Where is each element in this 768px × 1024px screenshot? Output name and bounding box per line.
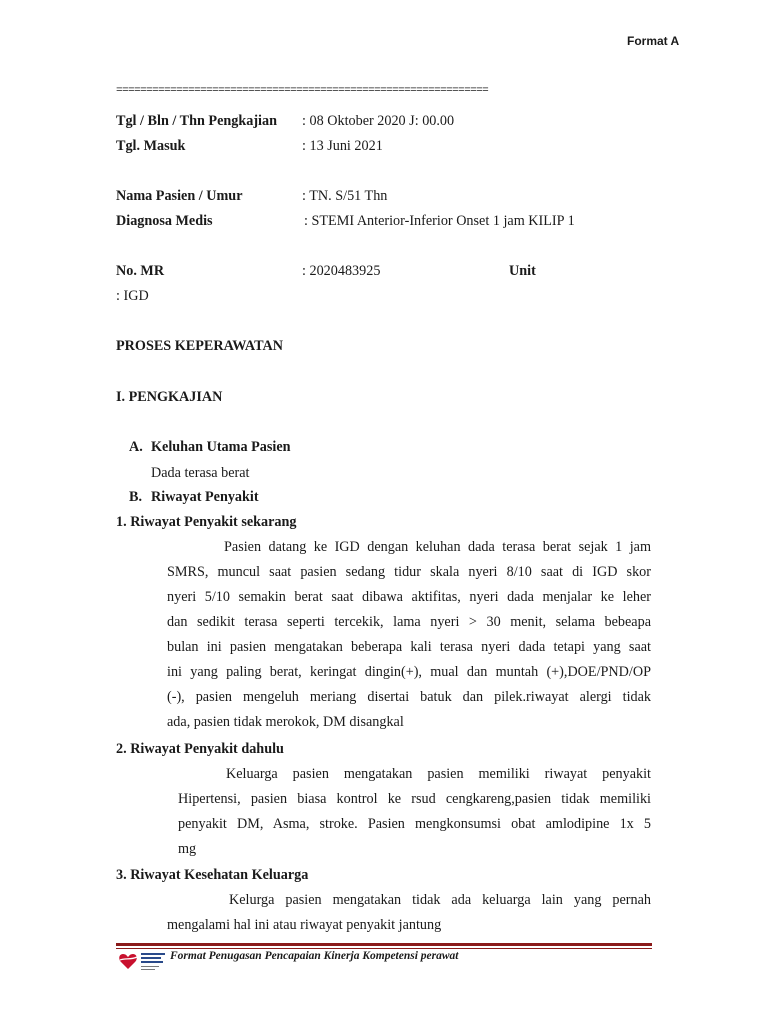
- paragraph-line: nyeri 5/10 semakin berat saat dibawa aktifitas, nyeri dada menjalar ke leher: [167, 589, 651, 605]
- paragraph-line: dan sedikit terasa seperti tercekik, lama nyeri > 30 menit, selama bebeapa: [167, 614, 651, 630]
- section-a-marker: A.: [129, 439, 143, 455]
- riwayat-dahulu-text: [178, 762, 651, 862]
- riwayat-keluarga-heading: 3. Riwayat Kesehatan Keluarga: [116, 867, 309, 883]
- section-b-title: Riwayat Penyakit: [151, 489, 259, 505]
- hospital-logo-icon: [117, 948, 169, 974]
- pengkajian-heading: I. PENGKAJIAN: [116, 389, 223, 405]
- riwayat-sekarang-text: [167, 535, 651, 735]
- separator-line: ==============================================================: [116, 85, 489, 97]
- format-label: Format A: [627, 34, 680, 48]
- paragraph-line: Kelurga pasien mengatakan tidak ada keluarga lain yang pernah: [229, 892, 651, 908]
- riwayat-dahulu-heading: 2. Riwayat Penyakit dahulu: [116, 741, 284, 757]
- section-b-marker: B.: [129, 489, 143, 505]
- paragraph-line: Keluarga pasien mengatakan pasien memiliki riwayat penyakit: [226, 766, 651, 782]
- paragraph-line: ada, pasien tidak merokok, DM disangkal: [167, 714, 404, 730]
- diagnosa-label: Diagnosa Medis: [116, 213, 213, 229]
- riwayat-sekarang-heading: 1. Riwayat Penyakit sekarang: [116, 514, 297, 530]
- tgl-masuk-value: : 13 Juni 2021: [302, 138, 383, 154]
- nama-value: : TN. S/51 Thn: [302, 188, 388, 204]
- nama-label: Nama Pasien / Umur: [116, 188, 243, 204]
- paragraph-line: Hipertensi, pasien biasa kontrol ke rsud cengkareng,pasien tidak memiliki: [178, 791, 651, 807]
- riwayat-keluarga-text: [167, 888, 651, 938]
- paragraph-line: mg: [178, 841, 197, 857]
- footer-rule-thin: [116, 948, 652, 949]
- unit-label: Unit: [509, 263, 536, 279]
- tgl-masuk-label: Tgl. Masuk: [116, 138, 186, 154]
- section-a-title: Keluhan Utama Pasien: [151, 439, 291, 455]
- diagnosa-value: : STEMI Anterior-Inferior Onset 1 jam KILIP 1: [304, 213, 575, 229]
- paragraph-line: penyakit DM, Asma, stroke. Pasien mengkonsumsi obat amlodipine 1x 5: [178, 816, 651, 832]
- paragraph-line: (-), pasien mengeluh meriang disertai batuk dan pilek.riwayat alergi tidak: [167, 689, 651, 705]
- paragraph-line: mengalami hal ini atau riwayat penyakit jantung: [167, 917, 442, 933]
- paragraph-line: ini yang paling berat, keringat dingin(+), mual dan muntah (+),DOE/PND/OP: [167, 664, 651, 680]
- tgl-pengkajian-value: : 08 Oktober 2020 J: 00.00: [302, 113, 455, 129]
- mr-value: : 2020483925: [302, 263, 381, 279]
- footer-text: Format Penugasan Pencapaian Kinerja Kompetensi perawat: [170, 950, 459, 962]
- unit-value: : IGD: [116, 288, 149, 304]
- proses-heading: PROSES KEPERAWATAN: [116, 338, 283, 354]
- tgl-pengkajian-label: Tgl / Bln / Thn Pengkajian: [116, 113, 277, 129]
- paragraph-line: Pasien datang ke IGD dengan keluhan dada terasa berat sejak 1 jam: [224, 539, 651, 555]
- section-a-text: Dada terasa berat: [151, 465, 250, 481]
- mr-label: No. MR: [116, 263, 165, 279]
- footer-rule-thick: [116, 943, 652, 946]
- paragraph-line: SMRS, muncul saat pasien sedang tidur skala nyeri 8/10 saat di IGD skor: [167, 564, 651, 580]
- paragraph-line: bulan ini pasien mengatakan beberapa kali terasa nyeri dada tetapi yang saat: [167, 639, 651, 655]
